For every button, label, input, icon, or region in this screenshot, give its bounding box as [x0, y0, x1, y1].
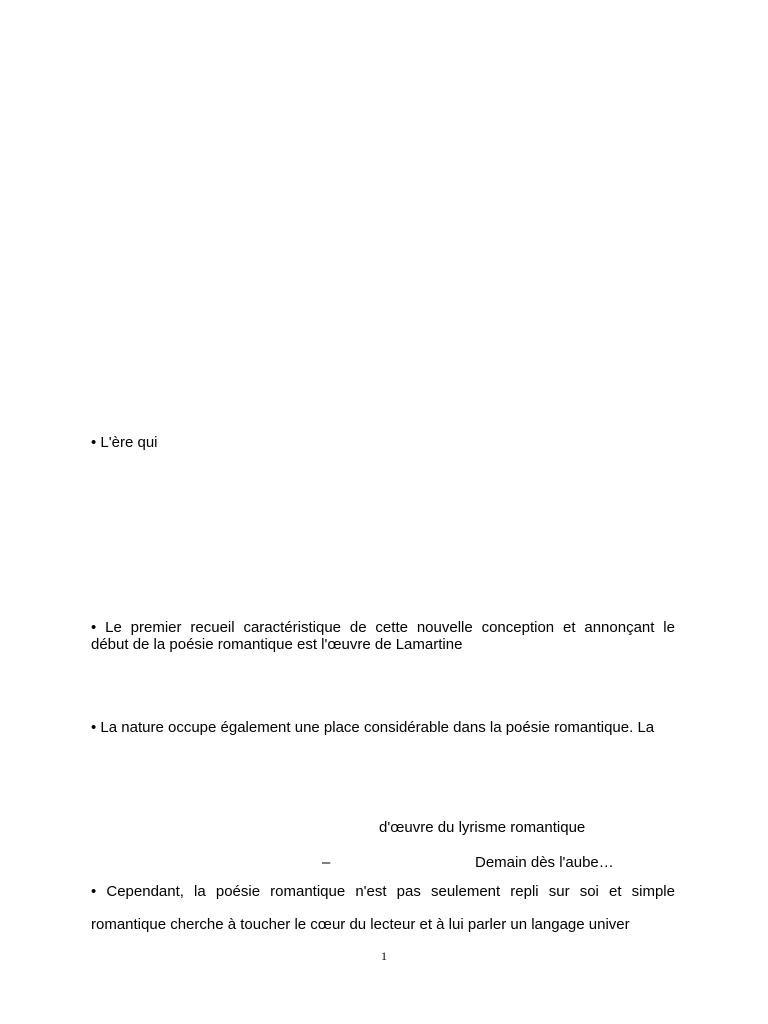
paragraph-romantique: romantique cherche à toucher le cœur du lecteur et à lui parler un langage univer: [91, 916, 630, 933]
text-demain-des-l-aube: Demain dès l'aube…: [475, 854, 614, 871]
paragraph-cependant: • Cependant, la poésie romantique n'est pas seulement repli sur soi et simple: [91, 883, 675, 900]
paragraph-ere: • L'ère qui: [91, 434, 158, 451]
paragraph-nature: • La nature occupe également une place considérable dans la poésie romantique. La: [91, 719, 655, 736]
paragraph-recueil-line-1: • Le premier recueil caractéristique de cette nouvelle conception et annonçant le: [91, 619, 675, 636]
text-chef-oeuvre: d'œuvre du lyrisme romantique: [379, 819, 586, 836]
text-dash: –: [322, 854, 331, 871]
paragraph-recueil-line-2: début de la poésie romantique est l'œuvre de Lamartine: [91, 636, 463, 653]
page-number: 1: [381, 949, 387, 963]
